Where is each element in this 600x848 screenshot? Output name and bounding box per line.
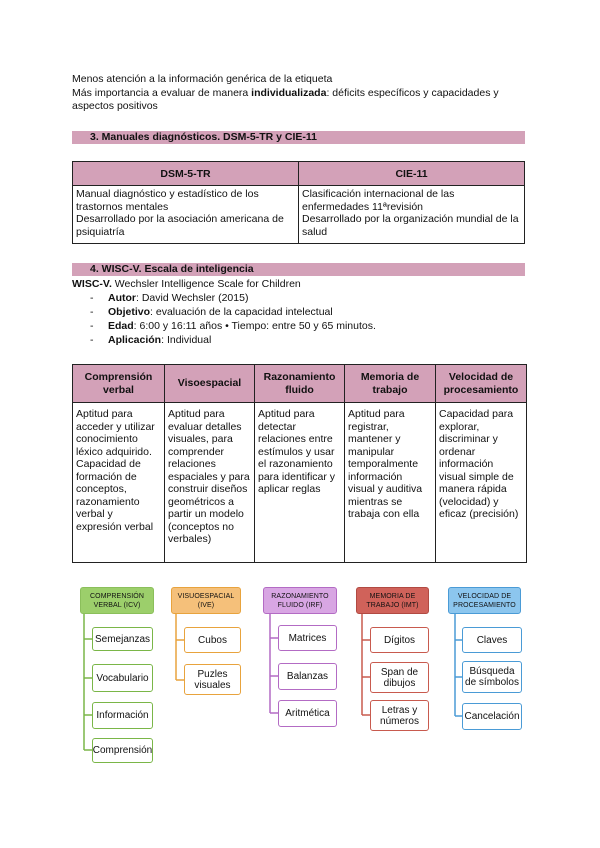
diagram-header-ive: VISUOESPACIAL (IVE): [171, 587, 241, 614]
diagram-item-cubos: Cubos: [184, 627, 241, 653]
diagram-item-puzles-visuales: Puzles visuales: [184, 664, 241, 695]
header-velocidad-procesamiento: Velocidad de procesamiento: [436, 365, 527, 403]
diagram-item-letras-numeros: Letras y números: [370, 700, 429, 731]
dsm-header: DSM-5-TR: [73, 162, 299, 186]
header-visoespacial: Visoespacial: [165, 365, 255, 403]
intro-line-2-post: : déficits específicos y capacidades y aspectos positivos: [72, 86, 499, 112]
diagram-item-cancelacion: Cancelación: [462, 703, 522, 730]
cell-razonamiento-fluido: Aptitud para detectar relaciones entre estímulos y usar el razonamiento para identificar y aplicar reglas: [255, 403, 345, 563]
intro-text: [72, 73, 532, 114]
list-item-label: Edad: [108, 320, 134, 332]
wisc-description: [72, 277, 532, 347]
diagram-item-informacion: Información: [92, 702, 153, 729]
wisc-name-rest: Wechsler Intelligence Scale for Children: [111, 278, 301, 290]
list-item: [90, 291, 532, 305]
diagram-item-aritmetica: Aritmética: [278, 700, 337, 727]
list-item: [90, 305, 532, 319]
diagram-item-vocabulario: Vocabulario: [92, 664, 153, 692]
header-razonamiento-fluido: Razonamiento fluido: [255, 365, 345, 403]
list-item-value: : David Wechsler (2015): [136, 292, 249, 304]
list-item-value: : Individual: [161, 334, 212, 346]
list-item-value: : 6:00 y 16:11 años • Tiempo: entre 50 y 65 minutos.: [133, 320, 376, 332]
header-memoria-trabajo: Memoria de trabajo: [345, 365, 436, 403]
header-comprension-verbal: Comprensión verbal: [73, 365, 165, 403]
diagram-header-icv: COMPRENSIÓN VERBAL (ICV): [80, 587, 154, 614]
wisc-index-table: [72, 364, 527, 563]
cie-line-1: Clasificación internacional de las enfermedades 11ªrevisión: [302, 188, 455, 213]
list-item-label: Objetivo: [108, 306, 151, 318]
intro-line-2: [72, 87, 532, 114]
wisc-info-list: [90, 291, 532, 347]
connector-ivp: [455, 614, 462, 716]
connector-irf: [270, 614, 278, 713]
dsm-line-1: Manual diagnóstico y estadístico de los trastornos mentales: [76, 188, 259, 213]
cie-line-2: Desarrollado por la organización mundial de la salud: [302, 213, 519, 238]
cell-memoria-trabajo: Aptitud para registrar, mantener y manipular temporalmente información visual y auditiva mientras se trabaja con ella: [345, 403, 436, 563]
list-item-value: : evaluación de la capacidad intelectual: [150, 306, 333, 318]
diagram-item-comprension: Comprensión: [92, 738, 153, 763]
cell-velocidad-procesamiento: Capacidad para explorar, discriminar y ordenar información visual simple de manera rápida (velocidad) y eficaz (precisión): [436, 403, 527, 563]
diagram-item-busqueda-simbolos: Búsqueda de símbolos: [462, 661, 522, 693]
diagram-item-claves: Claves: [462, 627, 522, 653]
diagram-item-digitos: Dígitos: [370, 627, 429, 653]
connector-icv: [84, 614, 92, 750]
cell-comprension-verbal: Aptitud para acceder y utilizar conocimiento léxico adquirido. Capacidad de formación de conceptos, razonamiento verbal y expresión verbal: [73, 403, 165, 563]
wisc-name: [72, 277, 532, 291]
section-3-heading: 3. Manuales diagnósticos. DSM-5-TR y CIE-11: [72, 131, 525, 144]
cie-cell: [299, 186, 525, 244]
list-item-label: Aplicación: [108, 334, 162, 346]
diagram-item-balanzas: Balanzas: [278, 663, 337, 690]
cell-visoespacial: Aptitud para evaluar detalles visuales, para comprender relaciones espaciales y para construir diseños geométricos a partir un modelo (conceptos no verbales): [165, 403, 255, 563]
section-4-heading: 4. WISC-V. Escala de inteligencia: [72, 263, 525, 276]
wisc-name-bold: WISC-V.: [72, 278, 112, 290]
diagram-item-matrices: Matrices: [278, 625, 337, 651]
intro-line-2-bold: individualizada: [251, 86, 327, 99]
diagram-header-ivp: VELOCIDAD DE PROCESAMIENTO: [448, 587, 521, 614]
diagram-header-irf: RAZONAMIENTO FLUIDO (IRF): [263, 587, 337, 614]
dsm-line-2: Desarrollado por la asociación americana de psiquiatría: [76, 213, 284, 238]
list-item-label: Autor: [108, 292, 136, 304]
intro-line-2-pre: Más importancia a evaluar de manera: [72, 86, 252, 99]
diagram-header-imt: MEMORIA DE TRABAJO (IMT): [356, 587, 429, 614]
intro-line-1: Menos atención a la información genérica de la etiqueta: [72, 73, 333, 85]
diagram-item-semejanzas: Semejanzas: [92, 627, 153, 651]
dsm-cie-table: [72, 161, 525, 244]
connector-ive: [176, 614, 184, 680]
list-item: [90, 333, 532, 347]
diagram-item-span-dibujos: Span de dibujos: [370, 662, 429, 693]
cie-header: CIE-11: [299, 162, 525, 186]
dsm-cell: [73, 186, 299, 244]
connector-imt: [362, 614, 370, 715]
list-item: [90, 319, 532, 333]
